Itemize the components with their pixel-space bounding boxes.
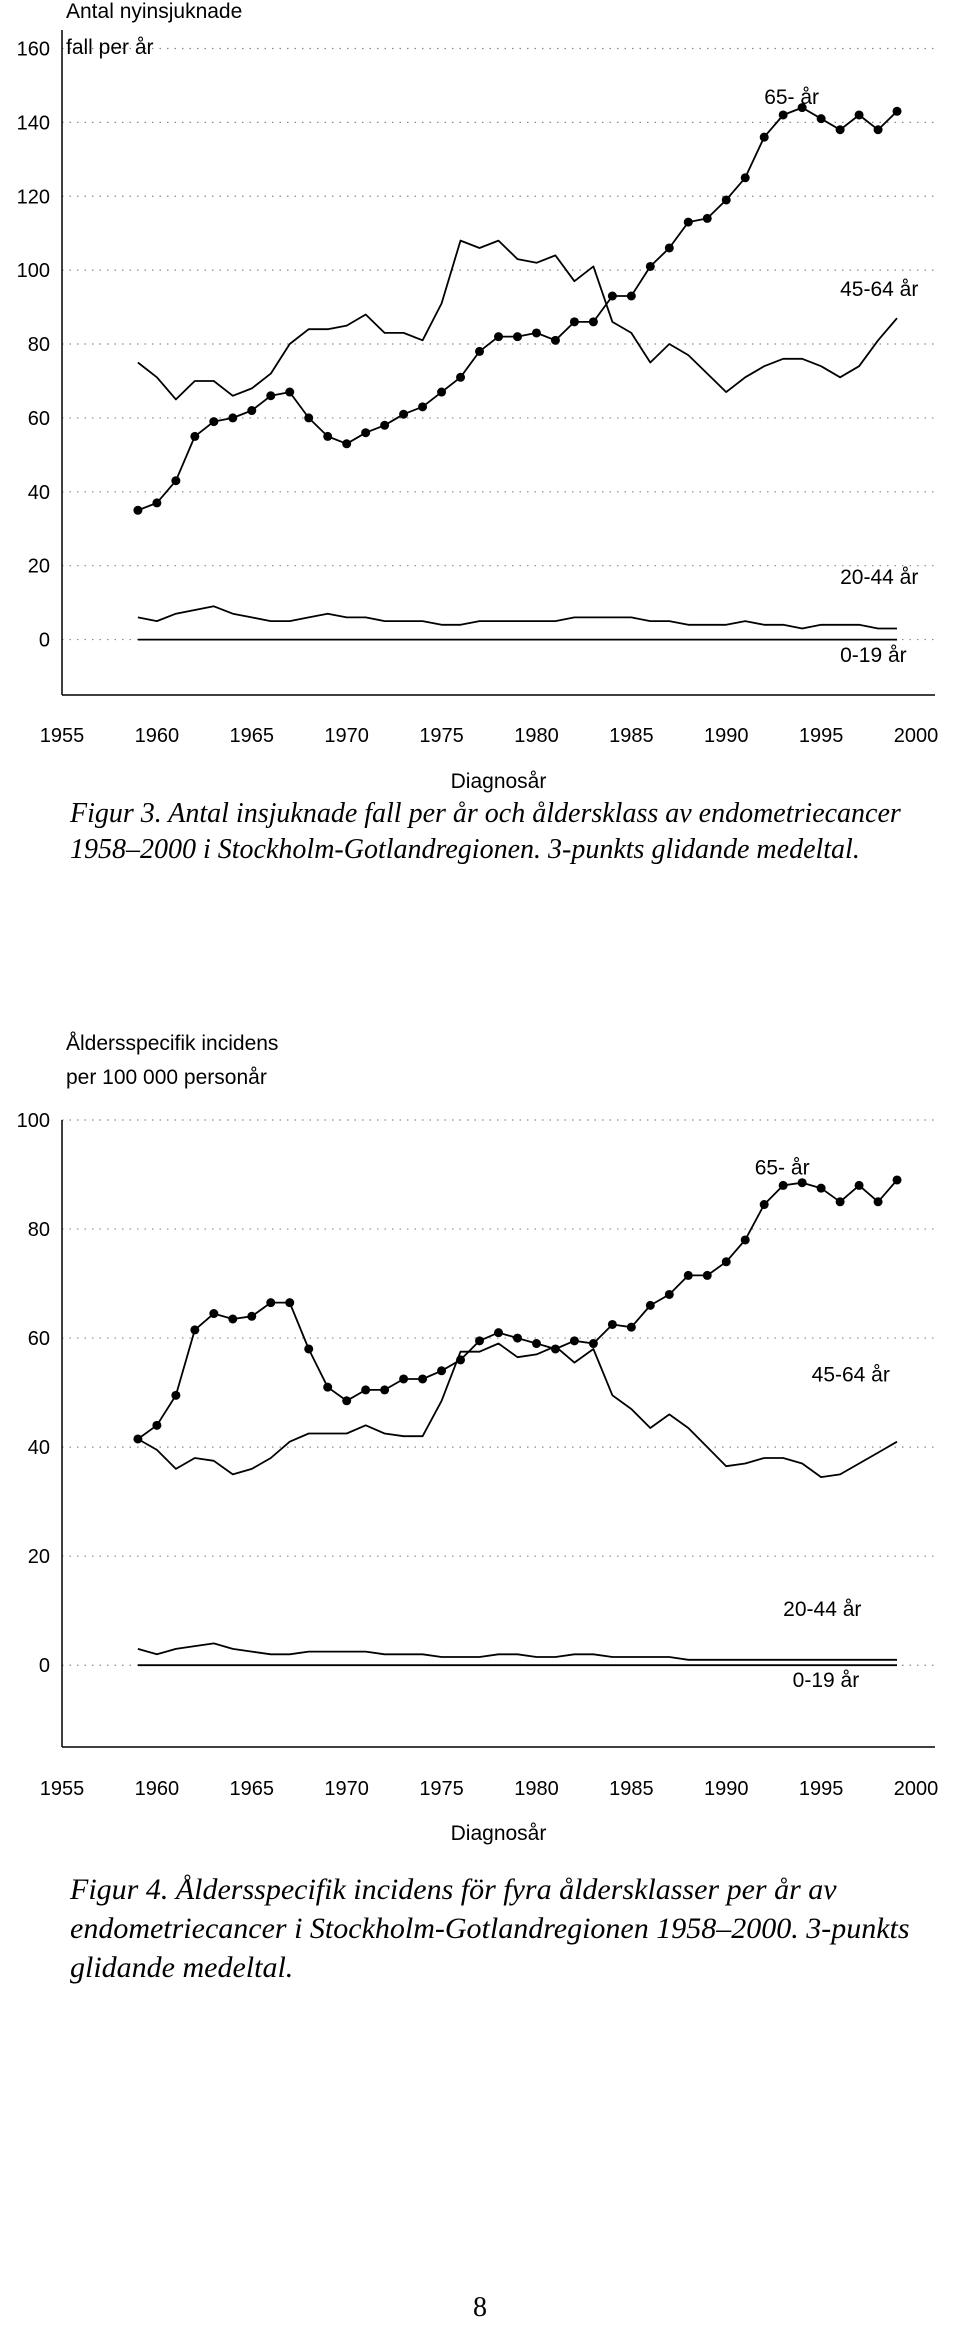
series-label: 20-44 år [840,566,919,590]
series-line-45-64-r [138,241,897,400]
y-tick-label: 160 [16,38,50,61]
data-point-65-r [190,1325,199,1334]
data-point-65-r [741,173,750,182]
x-axis-label: Diagnosår [450,1822,547,1845]
y-tick-label: 0 [38,1655,50,1678]
data-point-65-r [475,1336,484,1345]
data-point-65-r [380,421,389,430]
data-point-65-r [589,1339,598,1348]
data-point-65-r [570,1336,579,1345]
y-tick-label: 100 [16,260,50,283]
series-label: 45-64 år [811,1363,890,1387]
y-tick-label: 40 [27,1437,50,1460]
data-point-65-r [760,133,769,142]
data-point-65-r [247,1312,256,1321]
data-point-65-r [152,1421,161,1430]
data-point-65-r [418,402,427,411]
y-axis-label: fall per år [66,36,154,59]
x-tick-label: 1985 [609,1778,654,1800]
data-point-65-r [456,373,465,382]
y-tick-label: 0 [38,629,50,652]
y-axis-label: Antal nyinsjuknade [66,0,243,23]
chart-fig4 [0,1025,960,1865]
data-point-65-r [817,1184,826,1193]
x-tick-label: 1970 [324,725,369,747]
y-tick-label: 60 [27,407,50,430]
data-point-65-r [684,218,693,227]
x-tick-label: 1960 [134,725,180,747]
x-axis-label: Diagnosår [450,770,547,793]
data-point-65-r [209,1309,218,1318]
data-point-65-r [893,1175,902,1184]
data-point-65-r [817,114,826,123]
data-point-65-r [228,1315,237,1324]
data-point-65-r [266,1298,275,1307]
series-line-65-r [138,108,897,511]
x-tick-label: 1955 [39,725,85,747]
data-point-65-r [399,410,408,419]
data-point-65-r [228,413,237,422]
data-point-65-r [703,1271,712,1280]
data-point-65-r [665,243,674,252]
data-point-65-r [646,1301,655,1310]
y-tick-label: 80 [27,334,50,357]
data-point-65-r [133,1434,142,1443]
series-label: 65- år [754,1156,810,1180]
series-label: 20-44 år [783,1598,862,1622]
chart-fig3 [0,0,960,800]
data-point-65-r [399,1374,408,1383]
data-point-65-r [513,332,522,341]
page-number: 8 [473,2292,487,2323]
data-point-65-r [722,195,731,204]
data-point-65-r [361,1385,370,1394]
data-point-65-r [722,1257,731,1266]
series-label: 0-19 år [792,1669,860,1693]
data-point-65-r [551,336,560,345]
data-point-65-r [494,1328,503,1337]
data-point-65-r [608,1320,617,1329]
data-point-65-r [874,125,883,134]
series-line-20-44-r [138,1643,897,1659]
x-tick-label: 1970 [324,1778,369,1800]
data-point-65-r [342,439,351,448]
x-tick-label: 1975 [419,1778,464,1800]
x-tick-label: 2000 [893,1778,939,1800]
x-tick-label: 1990 [703,725,749,747]
x-tick-label: 1995 [798,1778,844,1800]
data-point-65-r [285,1298,294,1307]
data-point-65-r [855,110,864,119]
y-tick-label: 80 [27,1219,50,1242]
data-point-65-r [475,347,484,356]
x-tick-label: 1995 [798,725,844,747]
data-point-65-r [779,110,788,119]
data-point-65-r [741,1235,750,1244]
data-point-65-r [703,214,712,223]
data-point-65-r [798,1178,807,1187]
series-label: 0-19 år [840,643,907,667]
data-point-65-r [665,1290,674,1299]
data-point-65-r [437,388,446,397]
data-point-65-r [513,1334,522,1343]
data-point-65-r [418,1374,427,1383]
data-point-65-r [133,506,142,515]
data-point-65-r [171,476,180,485]
x-tick-label: 1960 [134,1778,180,1800]
data-point-65-r [627,1323,636,1332]
series-line-45-64-r [138,1344,897,1478]
data-point-65-r [380,1385,389,1394]
series-label: 45-64 år [840,278,919,301]
y-tick-label: 120 [16,186,50,209]
x-tick-label: 1965 [229,725,275,747]
data-point-65-r [570,317,579,326]
y-axis-label: per 100 000 personår [66,1066,267,1089]
data-point-65-r [361,428,370,437]
y-tick-label: 20 [27,555,50,578]
y-axis-label: Åldersspecifik incidens [66,1032,279,1055]
x-tick-label: 1990 [703,1778,749,1800]
figure-4-caption: Figur 4. Åldersspecifik incidens för fyra åldersklasser per år av endometriecancer i Stockholm-Gotlandregionen 1958–2000. 3-punkts glidande medeltal. [70,1873,910,1984]
series-label: 65- år [764,85,820,109]
x-tick-label: 1980 [514,725,559,747]
data-point-65-r [627,292,636,301]
data-point-65-r [323,432,332,441]
data-point-65-r [779,1181,788,1190]
data-point-65-r [646,262,655,271]
x-tick-label: 1985 [609,725,654,747]
y-tick-label: 40 [27,481,50,504]
data-point-65-r [190,432,199,441]
data-point-65-r [285,388,294,397]
data-point-65-r [836,125,845,134]
x-tick-label: 2000 [893,725,939,747]
y-tick-label: 60 [27,1328,50,1351]
data-point-65-r [437,1366,446,1375]
data-point-65-r [152,498,161,507]
y-tick-label: 20 [27,1546,50,1569]
data-point-65-r [532,328,541,337]
data-point-65-r [171,1391,180,1400]
x-tick-label: 1980 [514,1778,559,1800]
data-point-65-r [855,1181,864,1190]
data-point-65-r [684,1271,693,1280]
data-point-65-r [893,107,902,116]
data-point-65-r [760,1200,769,1209]
data-point-65-r [608,292,617,301]
y-tick-label: 140 [16,112,50,135]
data-point-65-r [209,417,218,426]
x-tick-label: 1955 [39,1778,85,1800]
data-point-65-r [589,317,598,326]
x-tick-label: 1965 [229,1778,275,1800]
y-tick-label: 100 [16,1110,50,1132]
series-line-20-44-r [138,606,897,628]
data-point-65-r [342,1396,351,1405]
data-point-65-r [532,1339,541,1348]
data-point-65-r [494,332,503,341]
figure-3-caption: Figur 3. Antal insjuknade fall per år och åldersklass av endometriecancer 1958–2000 i Stockholm-Gotlandregionen. 3-punkts glidande medeltal. [70,798,901,865]
data-point-65-r [247,406,256,415]
data-point-65-r [266,391,275,400]
data-point-65-r [836,1197,845,1206]
x-tick-label: 1975 [419,725,464,747]
data-point-65-r [304,1344,313,1353]
data-point-65-r [323,1383,332,1392]
data-point-65-r [874,1197,883,1206]
series-line-65-r [138,1180,897,1439]
data-point-65-r [304,413,313,422]
